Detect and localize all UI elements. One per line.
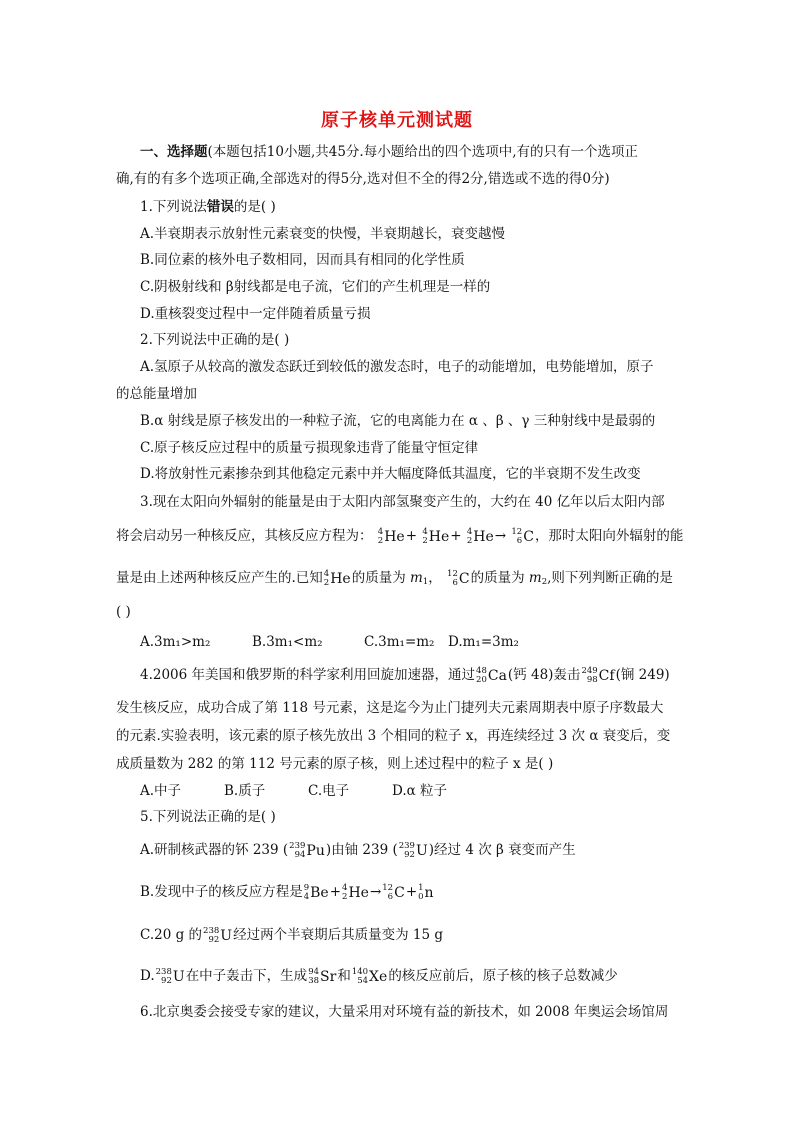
nuclide-cf: 249 98 Cf (581, 665, 615, 685)
q3-option-b: B.3m₁<m₂ (252, 634, 323, 650)
nuclide-he: 4 2 He (466, 526, 494, 546)
q3-line2: 将会启动另一种核反应，其核反应方程为： 4 2 He + 4 2 He + 4 2 He → 12 6 C ，那时太阳向外辐射的能 (116, 526, 684, 546)
q2-option-a-line2: 的总能量增加 (116, 386, 197, 402)
nuclide-u238: 238 92 U (203, 925, 233, 945)
nuclide-sr: 94 38 Sr (308, 966, 337, 986)
q3-option-c: C.3m₁=m₂ (364, 634, 435, 650)
q3-options (140, 633, 519, 651)
q1-option-a: A.半衰期表示放射性元素衰变的快慢，半衰期越长，衰变越慢 (140, 226, 506, 242)
section-intro-line1: 一、选择题(本题包括10小题,共45分.每小题给出的四个选项中,有的只有一个选项正 (140, 144, 638, 160)
q3-option-d: D.m₁=3m₂ (448, 634, 519, 650)
q3-line1: 3.现在太阳向外辐射的能量是由于太阳内部氢聚变产生的，大约在 40 亿年以后太阳内部 (140, 494, 665, 510)
q4-line1: 4.2006 年美国和俄罗斯的科学家利用回旋加速器，通过 48 20 Ca (钙 48)轰击 249 98 Cf (锎 249) (140, 665, 670, 685)
q6-line1: 6.北京奥委会接受专家的建议，大量采用对环境有益的新技术，如 2008 年奥运会场馆周 (140, 1004, 669, 1020)
q2-option-d: D.将放射性元素掺杂到其他稳定元素中并大幅度降低其温度，它的半衰期不发生改变 (140, 466, 641, 482)
nuclide-he: 4 2 He (377, 526, 405, 546)
q5-option-b: B.发现中子的核反应方程是 9 4 Be + 4 2 He → 12 6 C + 1 0 n (140, 882, 434, 902)
nuclide-he: 4 2 He (323, 568, 351, 588)
nuclide-he: 4 2 He (422, 526, 450, 546)
q5-option-a: A.研制核武器的钚 239 ( 239 94 Pu )由铀 239 ( 239 92 U )经过 4 次 β 衰变而产生 (140, 840, 576, 860)
q4-option-c: C.电子 (308, 783, 350, 799)
q1-option-b: B.同位素的核外电子数相同，因而具有相同的化学性质 (140, 252, 465, 268)
section-heading: 一、选择题 (140, 144, 208, 160)
nuclide-c: 12 6 C (382, 882, 405, 902)
q2-option-c: C.原子核反应过程中的质量亏损现象违背了能量守恒定律 (140, 440, 479, 456)
nuclide-n: 1 0 n (418, 882, 434, 902)
q2-option-b: B.α 射线是原子核发出的一种粒子流，它的电离能力在 α 、β 、γ 三种射线中是最弱的 (140, 413, 656, 429)
q4-options (140, 782, 447, 800)
q5-stem: 5.下列说法正确的是( ) (140, 809, 276, 825)
q3-line4: ( ) (116, 604, 131, 620)
q4-option-d: D.α 粒子 (392, 783, 448, 799)
nuclide-c: 12 6 C (511, 526, 534, 546)
q4-line3: 的元素.实验表明，该元素的原子核先放出 3 个相同的粒子 x，再连续经过 3 次 α 衰变后，变 (116, 728, 671, 744)
q1-option-c: C.阴极射线和 β射线都是电子流，它们的产生机理是一样的 (140, 279, 491, 295)
q5-option-c: C.20 g 的 238 92 U 经过两个半衰期后其质量变为 15 g (140, 925, 443, 945)
q2-stem: 2.下列说法中正确的是( ) (140, 332, 290, 348)
nuclide-be: 9 4 Be (303, 882, 329, 902)
q3-line3: 量是由上述两种核反应产生的.已知 4 2 He 的质量为 $m_1$， 12 6 C 的质量为 $m_2$,则下列判断正确的是 (116, 568, 673, 588)
q4-line2: 发生核反应，成功合成了第 118 号元素，这是迄今为止门捷列夫元素周期表中原子序数最大 (116, 700, 664, 716)
q2-option-a-line1: A.氢原子从较高的激发态跃迁到较低的激发态时，电子的动能增加，电势能增加，原子 (140, 359, 654, 375)
q5-option-d: D. 238 92 U 在中子轰击下，生成 94 38 Sr 和 140 54 Xe 的核反应前后，原子核的核子总数减少 (140, 966, 618, 986)
page-title: 原子核单元测试题 (321, 110, 473, 131)
nuclide-u239: 239 92 U (398, 840, 428, 860)
nuclide-he: 4 2 He (342, 882, 369, 902)
nuclide-xe: 140 54 Xe (351, 966, 388, 986)
q4-option-b: B.质子 (224, 783, 266, 799)
section-intro-line2: 确,有的有多个选项正确,全部选对的得5分,选对但不全的得2分,错选或不选的得0分) (116, 171, 610, 187)
q4-line4: 成质量数为 282 的第 112 号元素的原子核，则上述过程中的粒子 x 是( ) (116, 756, 554, 772)
q1-stem: 1.下列说法错误的是( ) (140, 199, 276, 215)
nuclide-c: 12 6 C (447, 568, 470, 588)
q1-option-d: D.重核裂变过程中一定伴随着质量亏损 (140, 306, 371, 322)
nuclide-ca: 48 20 Ca (476, 665, 507, 685)
nuclide-pu: 239 94 Pu (289, 840, 325, 860)
q4-option-a: A.中子 (140, 783, 182, 799)
nuclide-u238: 238 92 U (155, 966, 185, 986)
q3-option-a: A.3m₁>m₂ (140, 634, 211, 650)
